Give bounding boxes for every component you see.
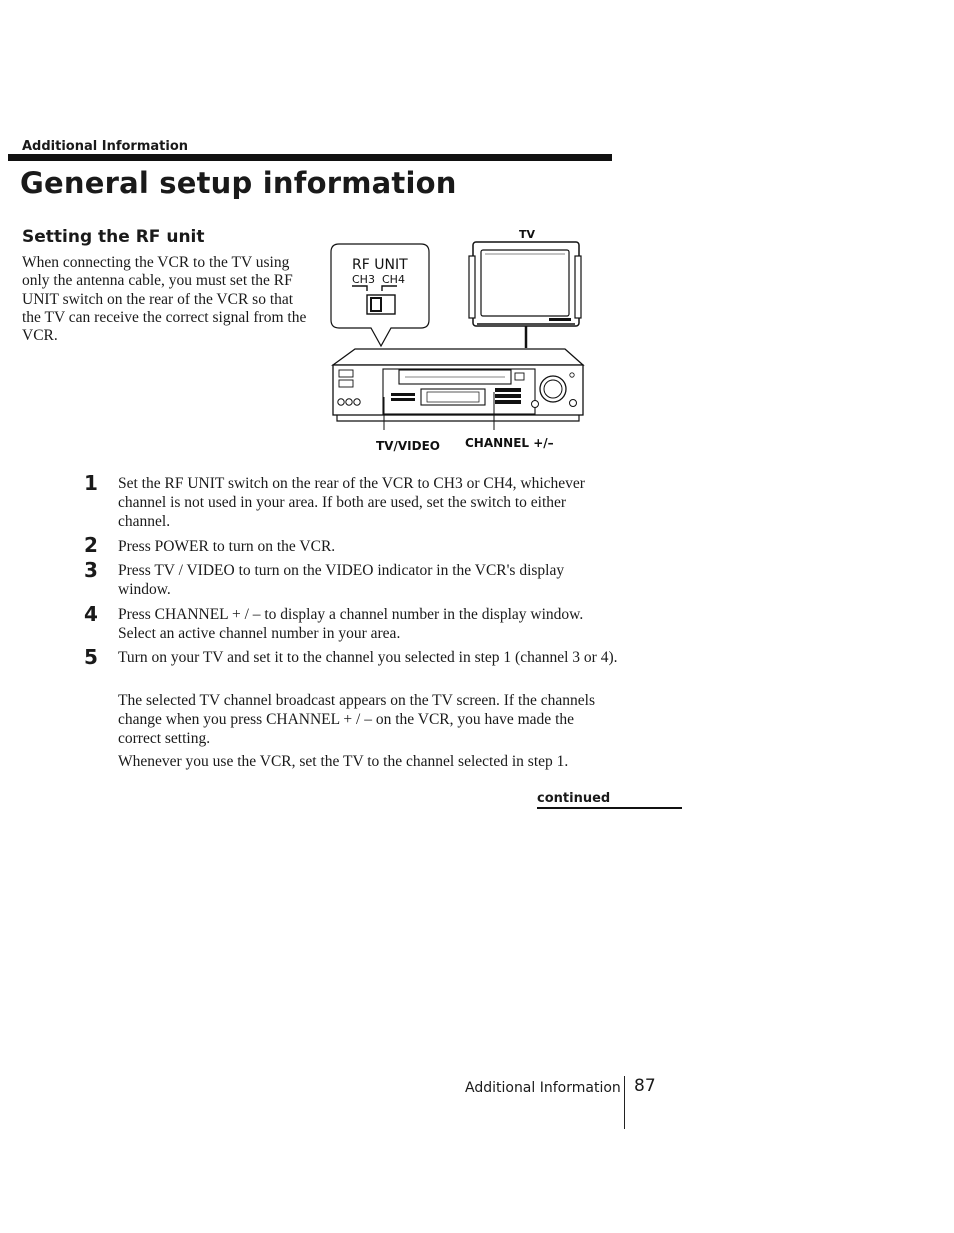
tv-video-label: TV/VIDEO: [376, 439, 440, 453]
continued-rule: [537, 807, 682, 809]
page-number: 87: [634, 1076, 656, 1096]
section-label: Additional Information: [22, 139, 189, 154]
step-text: Press CHANNEL + / – to display a channel number in the display window. Select an active channel number in your area.: [118, 606, 584, 643]
step-text: Press POWER to turn on the VCR.: [118, 538, 336, 555]
result-note: The selected TV channel broadcast appears on the TV screen. If the channels change when you press CHANNEL + / – on the VCR, you have made the correct setting.: [118, 692, 596, 748]
step-number: 1: [84, 471, 98, 495]
ch4-label: CH4: [382, 273, 405, 286]
step-number: 4: [84, 602, 98, 626]
footer-divider: [624, 1076, 625, 1129]
channel-label: CHANNEL +/–: [465, 436, 554, 450]
step-text: Turn on your TV and set it to the channel you selected in step 1 (channel 3 or 4).: [118, 649, 618, 666]
page-title: General setup information: [20, 166, 457, 200]
step-number: 5: [84, 645, 98, 669]
ch3-label: CH3: [352, 273, 375, 286]
step-text: Press TV / VIDEO to turn on the VIDEO indicator in the VCR's display window.: [118, 562, 565, 599]
tv-illustration: [469, 242, 581, 348]
continued-label: continued: [537, 791, 611, 806]
subheading-rf-unit: Setting the RF unit: [22, 227, 205, 247]
intro-paragraph: When connecting the VCR to the TV using only the antenna cable, you must set the RF UNIT switch on the rear of the VCR so that the TV can receive the correct signal from the VCR.: [22, 254, 307, 345]
rf-unit-callout: [331, 244, 429, 346]
tv-label: TV: [519, 228, 536, 241]
rf-unit-callout-label: RF UNIT: [352, 257, 408, 273]
rf-unit-diagram: [325, 222, 595, 457]
header-rule: [8, 154, 612, 161]
step-number: 3: [84, 558, 98, 582]
vcr-illustration: [333, 349, 583, 430]
footer-section-label: Additional Information: [465, 1080, 621, 1096]
step-text: Set the RF UNIT switch on the rear of the VCR to CH3 or CH4, whichever channel is not used in your area. If both are used, set the switch to either channel.: [118, 475, 585, 531]
reminder-note: Whenever you use the VCR, set the TV to the channel selected in step 1.: [118, 753, 569, 770]
step-number: 2: [84, 533, 98, 557]
